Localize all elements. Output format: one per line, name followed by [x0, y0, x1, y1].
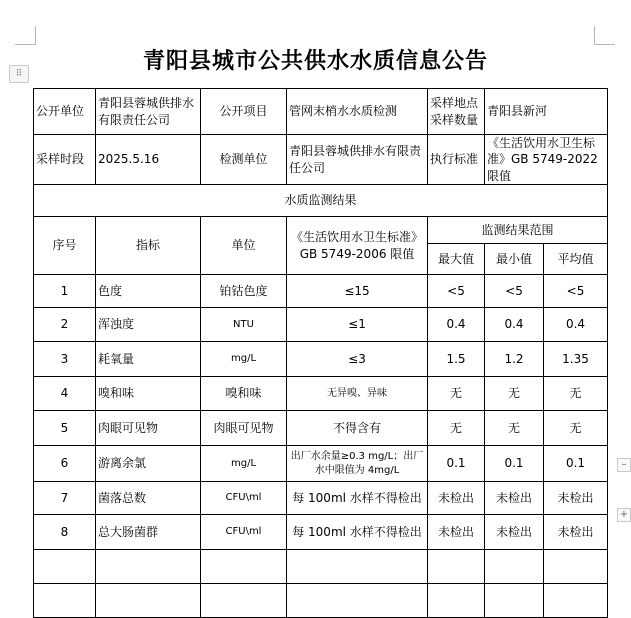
row-min: 1.2 [485, 342, 544, 377]
row-indicator: 总大肠菌群 [96, 515, 201, 550]
row-indicator: 游离余氯 [96, 446, 201, 482]
row-no: 7 [34, 482, 96, 515]
row-limit: 无异嗅、异味 [287, 377, 428, 411]
header-row-top [34, 217, 608, 244]
results-title-row [34, 185, 608, 217]
document-title: 青阳县城市公共供水水质信息公告 [142, 49, 488, 74]
header-min: 最小值 [485, 244, 544, 275]
table-row [34, 275, 608, 308]
row-indicator: 色度 [96, 275, 201, 308]
row-limit: ≤1 [287, 308, 428, 342]
row-avg: 未检出 [544, 482, 608, 515]
row-avg: 0.1 [544, 446, 608, 482]
time-value: 2025.5.16 [96, 135, 201, 185]
row-max: 无 [428, 377, 485, 411]
site-label: 采样地点采样数量 [428, 89, 485, 135]
row-indicator: 菌落总数 [96, 482, 201, 515]
row-no: 1 [34, 275, 96, 308]
row-no: 2 [34, 308, 96, 342]
row-unit: CFU\ml [201, 515, 287, 550]
row-no: 6 [34, 446, 96, 482]
lab-label: 检测单位 [201, 135, 287, 185]
row-indicator: 嗅和味 [96, 377, 201, 411]
row-avg: 1.35 [544, 342, 608, 377]
header-limit: 《生活饮用水卫生标准》GB 5749-2006 限值 [287, 217, 428, 275]
row-min: 无 [485, 411, 544, 446]
row-max: 0.4 [428, 308, 485, 342]
row-avg: 无 [544, 411, 608, 446]
row-unit: mg/L [201, 446, 287, 482]
row-min: 未检出 [485, 515, 544, 550]
header-range: 监测结果范围 [428, 217, 608, 244]
water-quality-table [33, 88, 608, 618]
table-row-empty [34, 550, 608, 584]
row-avg: 无 [544, 377, 608, 411]
row-no: 4 [34, 377, 96, 411]
table-move-handle-icon[interactable]: ⠿ [9, 65, 29, 83]
page-corner-mark-left [15, 26, 36, 45]
table-row [34, 482, 608, 515]
site-value: 青阳县新河 [485, 89, 608, 135]
row-unit: CFU\ml [201, 482, 287, 515]
row-unit: 肉眼可见物 [201, 411, 287, 446]
time-label: 采样时段 [34, 135, 96, 185]
page-corner-mark-right [594, 26, 615, 45]
header-unit: 单位 [201, 217, 287, 275]
table-row [34, 411, 608, 446]
row-resize-handle-icon[interactable]: – [617, 458, 631, 472]
row-limit: 不得含有 [287, 411, 428, 446]
row-unit: mg/L [201, 342, 287, 377]
header-no: 序号 [34, 217, 96, 275]
std-value: 《生活饮用水卫生标准》GB 5749-2022 限值 [485, 135, 608, 185]
row-unit: NTU [201, 308, 287, 342]
row-indicator: 肉眼可见物 [96, 411, 201, 446]
row-avg: <5 [544, 275, 608, 308]
header-avg: 平均值 [544, 244, 608, 275]
row-avg: 0.4 [544, 308, 608, 342]
row-no: 8 [34, 515, 96, 550]
table-row [34, 342, 608, 377]
row-min: 0.4 [485, 308, 544, 342]
row-max: 无 [428, 411, 485, 446]
row-min: 无 [485, 377, 544, 411]
add-row-handle-icon[interactable]: + [617, 508, 631, 522]
table-row [34, 515, 608, 550]
row-max: 未检出 [428, 515, 485, 550]
row-max: 1.5 [428, 342, 485, 377]
header-indicator: 指标 [96, 217, 201, 275]
row-indicator: 耗氧量 [96, 342, 201, 377]
row-limit: 出厂水余量≥0.3 mg/L；出厂水中限值为 4mg/L [287, 446, 428, 482]
table-row [34, 377, 608, 411]
table-row [34, 446, 608, 482]
std-label: 执行标准 [428, 135, 485, 185]
row-limit: ≤15 [287, 275, 428, 308]
table-row-empty [34, 584, 608, 618]
row-min: <5 [485, 275, 544, 308]
row-unit: 铂钴色度 [201, 275, 287, 308]
row-min: 未检出 [485, 482, 544, 515]
row-max: <5 [428, 275, 485, 308]
row-limit: 每 100ml 水样不得检出 [287, 482, 428, 515]
row-avg: 未检出 [544, 515, 608, 550]
item-label: 公开项目 [201, 89, 287, 135]
row-indicator: 浑浊度 [96, 308, 201, 342]
results-title: 水质监测结果 [34, 185, 608, 217]
row-min: 0.1 [485, 446, 544, 482]
row-no: 3 [34, 342, 96, 377]
row-unit: 嗅和味 [201, 377, 287, 411]
table-row [34, 308, 608, 342]
publisher-value: 青阳县蓉城供排水有限责任公司 [96, 89, 201, 135]
header-max: 最大值 [428, 244, 485, 275]
publisher-label: 公开单位 [34, 89, 96, 135]
row-max: 未检出 [428, 482, 485, 515]
info-row-time [34, 135, 608, 185]
row-no: 5 [34, 411, 96, 446]
lab-value: 青阳县蓉城供排水有限责任公司 [287, 135, 428, 185]
row-limit: 每 100ml 水样不得检出 [287, 515, 428, 550]
item-value: 管网末梢水水质检测 [287, 89, 428, 135]
row-limit: ≤3 [287, 342, 428, 377]
info-row-publisher [34, 89, 608, 135]
row-max: 0.1 [428, 446, 485, 482]
